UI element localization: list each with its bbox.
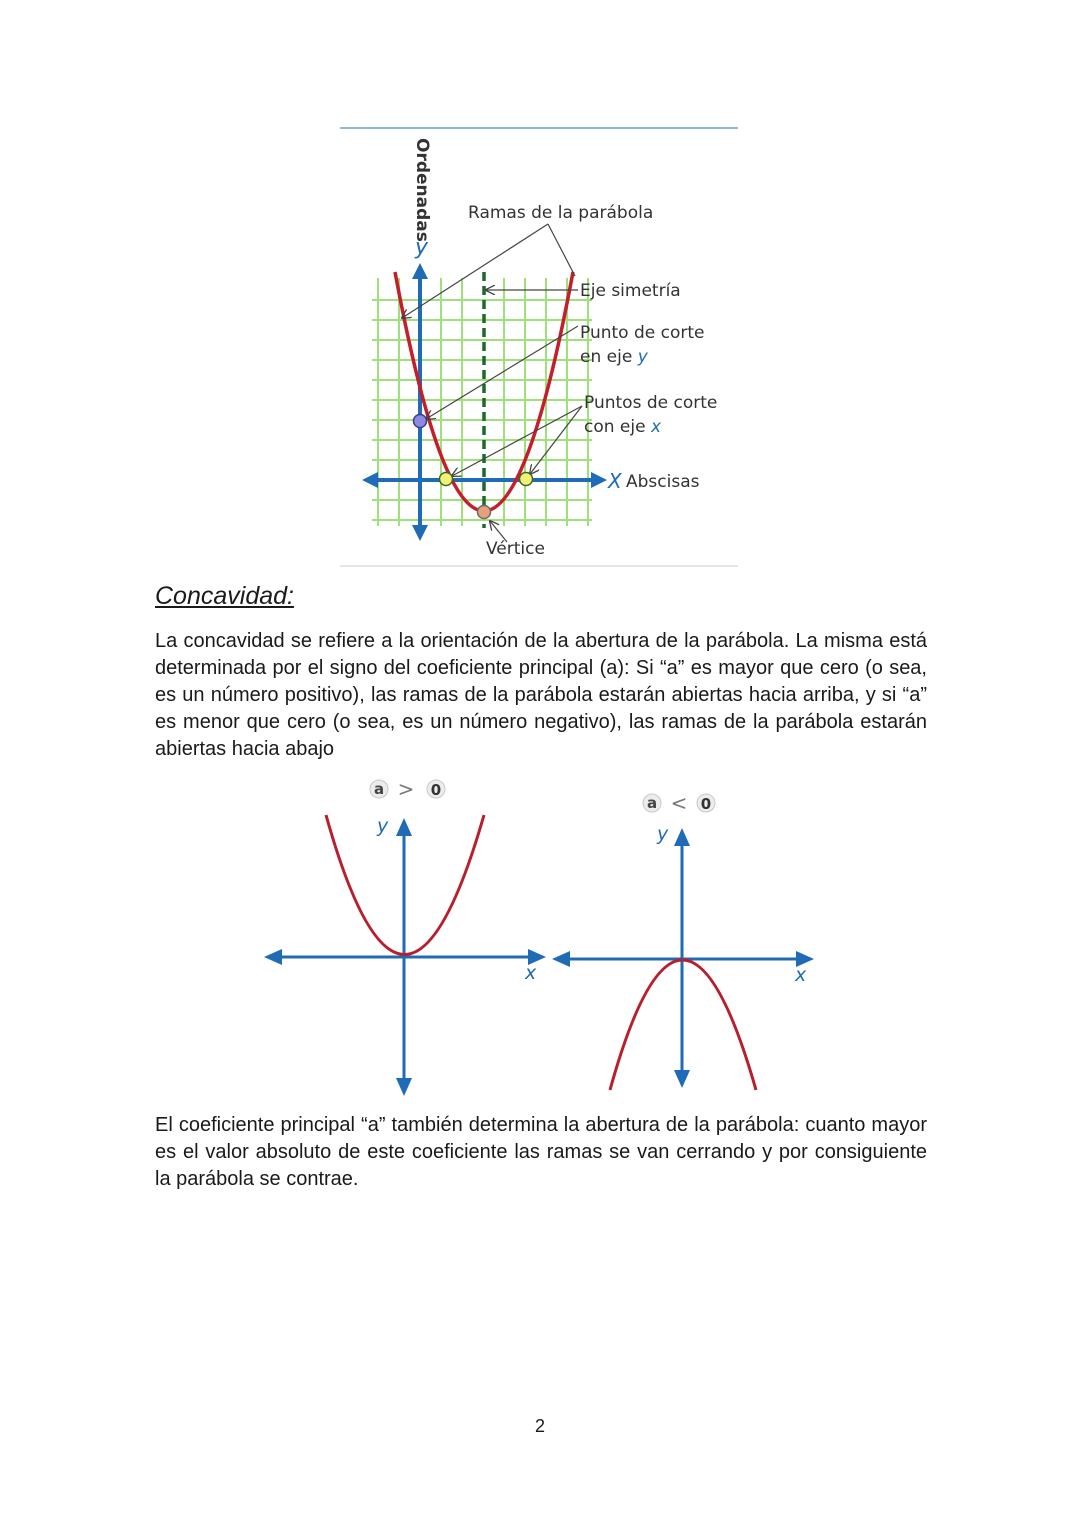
svg-text:0: 0 bbox=[430, 781, 442, 799]
page-number: 2 bbox=[534, 1416, 545, 1436]
branches-label: Ramas de la parábola bbox=[468, 203, 654, 223]
concavity-paragraph: La concavidad se refiere a la orientación de la abertura de la parábola. La misma está determinada por el signo del coeficiente principal (a): Si “a” es mayor que cero (o sea, es un número positivo), las ramas de la parábola estarán abiertas hacia arriba, y si “a” es menor que cero (o sea, es un número negativo), las ramas de la parábola estarán abiertas hacia abajo bbox=[155, 630, 927, 760]
concavity-figure bbox=[260, 770, 820, 1100]
y-intercept-point bbox=[414, 415, 427, 428]
a-negative-badge bbox=[643, 791, 715, 815]
vertex-point bbox=[478, 506, 491, 519]
symmetry-axis-label: Eje simetría bbox=[580, 281, 681, 301]
y-axis-symbol: y bbox=[415, 235, 429, 260]
concave-up-graph bbox=[264, 777, 546, 1096]
svg-text:>: > bbox=[397, 777, 415, 801]
x-axis-symbol: X bbox=[608, 469, 622, 493]
left-x-label: x bbox=[525, 962, 537, 984]
x-intercepts-label-line2: con eje x bbox=[584, 417, 662, 437]
coefficient-paragraph: El coeficiente principal “a” también determina la abertura de la parábola: cuanto mayor es el valor absoluto de este coeficiente las ramas se van cerrando y por consiguiente la parábola se contrae. bbox=[155, 1114, 927, 1190]
y-intercept-label-line1: Punto de corte bbox=[580, 323, 705, 343]
svg-text:a: a bbox=[646, 794, 658, 812]
y-axis-bottom-arrowhead bbox=[412, 525, 428, 541]
x-intercepts-label-line1: Puntos de corte bbox=[584, 393, 718, 413]
left-y-label: y bbox=[377, 815, 389, 837]
x-intercept-point-right bbox=[520, 473, 533, 486]
right-y-label: y bbox=[657, 823, 669, 845]
y-axis-top-arrowhead bbox=[412, 263, 428, 279]
y-axis-title: Ordenadas bbox=[412, 138, 432, 242]
svg-text:a: a bbox=[373, 780, 385, 798]
concave-down-graph bbox=[552, 791, 814, 1090]
parabola-parts-figure bbox=[330, 120, 750, 575]
section-title: Concavidad: bbox=[155, 582, 294, 610]
right-x-label: x bbox=[795, 964, 807, 986]
svg-text:<: < bbox=[670, 791, 688, 815]
annotation-pointers bbox=[402, 224, 582, 542]
x-axis-right-arrowhead bbox=[591, 472, 607, 488]
x-axis-left-arrowhead bbox=[362, 472, 378, 488]
x-intercept-point-left bbox=[440, 473, 453, 486]
svg-text:0: 0 bbox=[700, 795, 712, 813]
a-positive-badge bbox=[370, 777, 445, 801]
x-axis-title: Abscisas bbox=[626, 472, 700, 492]
vertex-label: Vértice bbox=[486, 539, 545, 559]
y-intercept-label-line2: en eje y bbox=[580, 347, 648, 367]
